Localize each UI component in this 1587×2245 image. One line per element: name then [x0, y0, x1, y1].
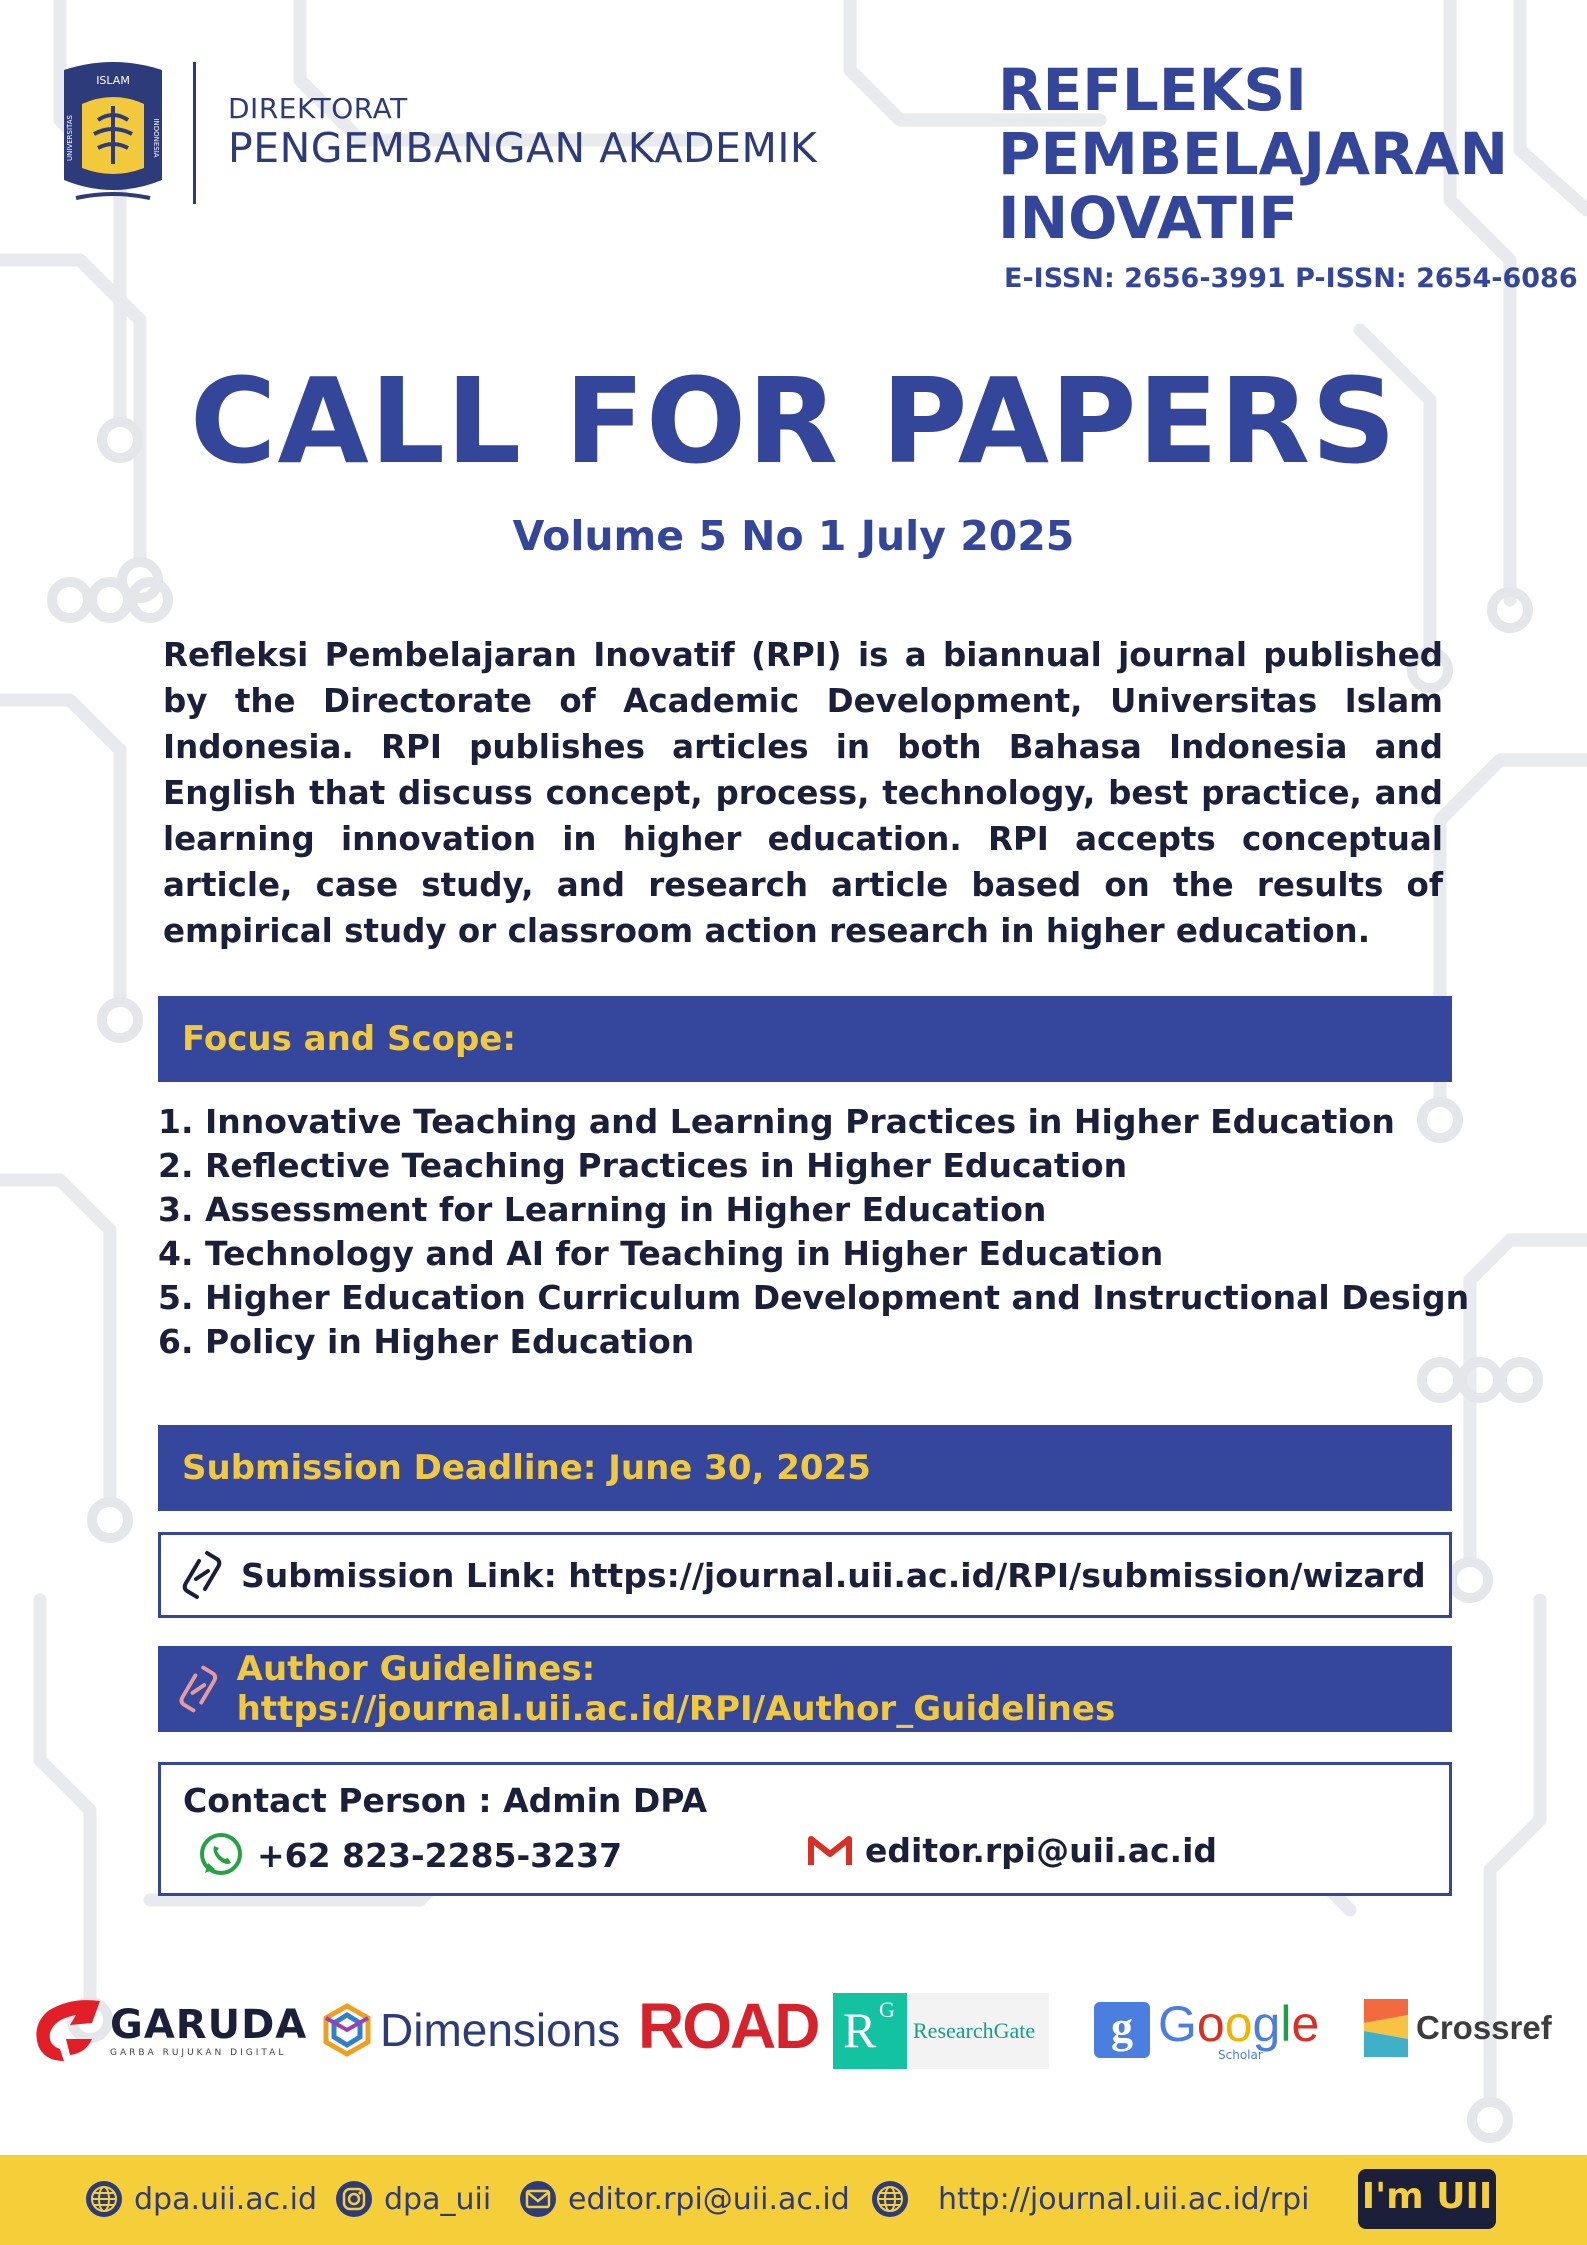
author-guidelines-link[interactable]: Author Guidelines: https://journal.uii.ac.id/RPI/Author_Guidelines — [236, 1649, 1116, 1729]
journal-title-line: PEMBELAJARAN — [998, 120, 1509, 188]
footer-instagram-text: dpa_uii — [384, 2181, 492, 2217]
garuda-text: GARUDA — [110, 2002, 308, 2048]
footer-bar — [0, 2155, 1587, 2245]
logo-left-text: UNIVERSITAS — [66, 115, 74, 161]
header-separator — [193, 62, 196, 204]
rg-letter: R — [843, 2002, 877, 2058]
directorate-label: DIREKTORAT — [228, 92, 408, 125]
dimensions-icon — [320, 2003, 374, 2057]
focus-scope-bar — [158, 996, 1452, 1082]
author-guidelines-bar[interactable] — [158, 1646, 1452, 1732]
issn: E-ISSN: 2656-3991 P-ISSN: 2654-6086 — [1004, 263, 1578, 294]
whatsapp-icon — [197, 1831, 245, 1879]
scope-item: 4. Technology and AI for Teaching in Higher Education — [158, 1234, 1164, 1273]
link-icon — [177, 1545, 227, 1605]
scope-item: 1. Innovative Teaching and Learning Practices in Higher Education — [158, 1102, 1395, 1141]
contact-box — [158, 1762, 1452, 1896]
call-for-papers-headline: CALL FOR PAPERS — [189, 352, 1398, 490]
footer-website[interactable] — [84, 2179, 317, 2219]
footer-email[interactable] — [518, 2179, 850, 2219]
contact-email[interactable] — [807, 1831, 1217, 1870]
email-address: editor.rpi@uii.ac.id — [865, 1831, 1218, 1870]
scope-item: 6. Policy in Higher Education — [158, 1322, 695, 1361]
instagram-icon — [334, 2179, 374, 2219]
crossref-text: Crossref — [1416, 2009, 1552, 2046]
submission-link[interactable]: Submission Link: https://journal.uii.ac.id/RPI/submission/wizard — [241, 1555, 1426, 1595]
logo-right-text: INDONESIA — [152, 118, 160, 158]
logo-top-text: ISLAM — [96, 74, 130, 87]
footer-journal-url-text: http://journal.uii.ac.id/rpi — [938, 2181, 1310, 2217]
im-uii-badge: I'm UII — [1358, 2169, 1496, 2229]
garuda-subtext: GARBA RUJUKAN DIGITAL — [110, 2048, 287, 2058]
road-text: ROAD — [638, 1990, 819, 2062]
road-logo — [638, 1989, 818, 2063]
crossref-logo — [1360, 1995, 1552, 2061]
footer-instagram[interactable] — [334, 2179, 491, 2219]
footer-email-text: editor.rpi@uii.ac.id — [568, 2181, 850, 2217]
submission-link-box[interactable] — [158, 1532, 1452, 1618]
dimensions-logo — [320, 2003, 620, 2057]
journal-title — [998, 58, 1538, 250]
google-scholar-icon: g — [1094, 2002, 1150, 2058]
directorate-name: PENGEMBANGAN AKADEMIK — [228, 124, 818, 172]
researchgate-icon — [833, 1993, 907, 2069]
footer-website-text: dpa.uii.ac.id — [134, 2181, 318, 2217]
phone-number: +62 823-2285-3237 — [257, 1835, 623, 1875]
google-scholar-subtext: Scholar — [1218, 2048, 1263, 2062]
indexer-logos — [30, 1985, 1560, 2095]
deadline-text: Submission Deadline: June 30, 2025 — [182, 1448, 871, 1488]
journal-title-line: REFLEKSI — [998, 56, 1307, 124]
crossref-icon — [1360, 1995, 1412, 2061]
globe-icon — [870, 2179, 910, 2219]
mail-icon — [518, 2179, 558, 2219]
uii-logo — [58, 60, 168, 210]
scope-item: 2. Reflective Teaching Practices in Higher Education — [158, 1146, 1128, 1185]
google-scholar-logo — [1094, 1996, 1320, 2062]
garuda-logo — [30, 1995, 307, 2065]
dimensions-text: Dimensions — [380, 2004, 621, 2056]
scope-item: 5. Higher Education Curriculum Development and Instructional Design — [158, 1278, 1470, 1317]
scope-item: 3. Assessment for Learning in Higher Education — [158, 1190, 1047, 1229]
researchgate-logo — [833, 1993, 1049, 2069]
rg-superscript: G — [879, 1997, 895, 2022]
google-text: Google — [1158, 1996, 1320, 2052]
globe-icon — [84, 2179, 124, 2219]
intro-paragraph: Refleksi Pembelajaran Inovatif (RPI) is a biannual journal published by the Directorate of Academic Development, Universitas Islam Indonesia. RPI publishes articles in both Bahasa Indonesia and English that discuss concept, process, technology, best practice, and learning innovation in higher education. RPI accepts conceptual article, case study, and research article based on the results of empirical study or classroom action research in higher education. — [163, 636, 1443, 950]
link-icon — [174, 1659, 223, 1719]
volume-info: Volume 5 No 1 July 2025 — [512, 512, 1075, 560]
deadline-bar — [158, 1425, 1452, 1511]
contact-title: Contact Person : Admin DPA — [183, 1781, 708, 1820]
scope-list — [158, 1100, 1478, 1364]
gmail-icon — [807, 1833, 853, 1869]
contact-phone[interactable] — [197, 1831, 622, 1879]
researchgate-text: ResearchGate — [913, 2018, 1036, 2043]
garuda-bird-icon — [30, 1995, 114, 2065]
footer-journal-url[interactable] — [870, 2179, 1310, 2219]
journal-title-line: INOVATIF — [998, 184, 1298, 252]
focus-scope-title: Focus and Scope: — [182, 1019, 516, 1059]
